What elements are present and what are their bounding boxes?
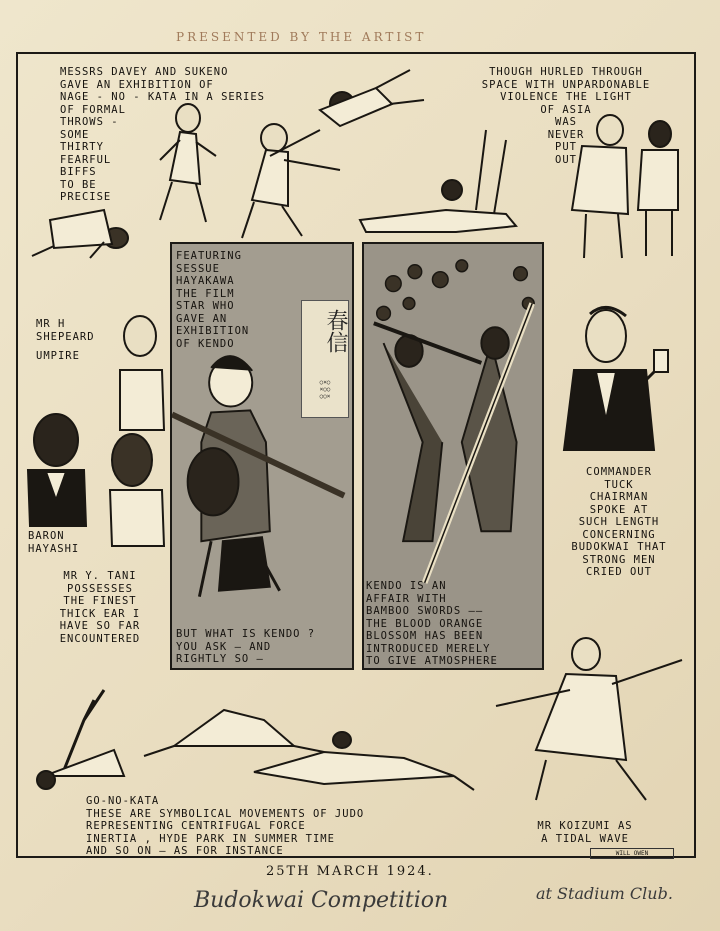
davey-sukeno-caption: MESSRS DAVEY AND SUKENO GAVE AN EXHIBITION OF NAGE - NO - KATA IN A SERIES OF FORMAL THROWS - SOME THIRTY FEARFUL BIFFS TO BE PRECISE: [60, 66, 266, 203]
shepeard-caption: MR H SHEPEARD: [36, 318, 95, 343]
artist-signature: WILL OWEN: [590, 848, 674, 859]
what-is-kendo-caption: BUT WHAT IS KENDO ? YOU ASK — AND RIGHTLY SO —: [176, 628, 316, 665]
presented-note: PRESENTED BY THE ARTIST: [176, 30, 427, 44]
baron-hayashi-caption: BARON HAYASHI: [28, 530, 80, 555]
left-portraits-illustration: [24, 310, 174, 550]
go-no-kata-caption: GO-NO-KATA THESE ARE SYMBOLICAL MOVEMENTS OF JUDO REPRESENTING CENTRIFUGAL FORCE INERTIA , HYDE PARK IN SUMMER TIME AND SO ON — AS FOR INSTANCE: [86, 795, 365, 857]
kendo-affair-caption: KENDO IS AN AFFAIR WITH BAMBOO SWORDS —— THE BLOOD ORANGE BLOSSOM HAS BEEN INTRODUCED MERELY TO GIVE ATMOSPHERE: [366, 580, 498, 667]
handwritten-note-left: Budokwai Competition: [194, 888, 449, 913]
commander-tuck-caption: COMMANDER TUCK CHAIRMAN SPOKE AT SUCH LENGTH CONCERNING BUDOKWAI THAT STRONG MEN CRIED OUT: [571, 466, 667, 578]
umpire-caption: UMPIRE: [36, 350, 80, 362]
artist-seal: [301, 300, 349, 418]
seal-kanji: 春信: [323, 309, 348, 353]
handwritten-note-right: at Stadium Club.: [536, 884, 673, 903]
seal-grid: ○×○ ×○○ ○○×: [319, 379, 331, 400]
date-line: 25TH MARCH 1924.: [266, 864, 434, 879]
koizumi-caption: MR KOIZUMI AS A TIDAL WAVE: [537, 820, 633, 845]
go-no-kata-figures-illustration: [24, 680, 490, 800]
light-of-asia-caption: THOUGH HURLED THROUGH SPACE WITH UNPARDONABLE VIOLENCE THE LIGHT OF ASIA WAS NEVER PUT OUT: [481, 66, 651, 166]
tani-caption: MR Y. TANI POSSESSES THE FINEST THICK EAR I HAVE SO FAR ENCOUNTERED: [59, 570, 141, 645]
commander-tuck-illustration: [554, 300, 674, 460]
koizumi-illustration: [486, 630, 686, 810]
hayakawa-caption: FEATURING SESSUE HAYAKAWA THE FILM STAR WHO GAVE AN EXHIBITION OF KENDO: [176, 250, 250, 350]
